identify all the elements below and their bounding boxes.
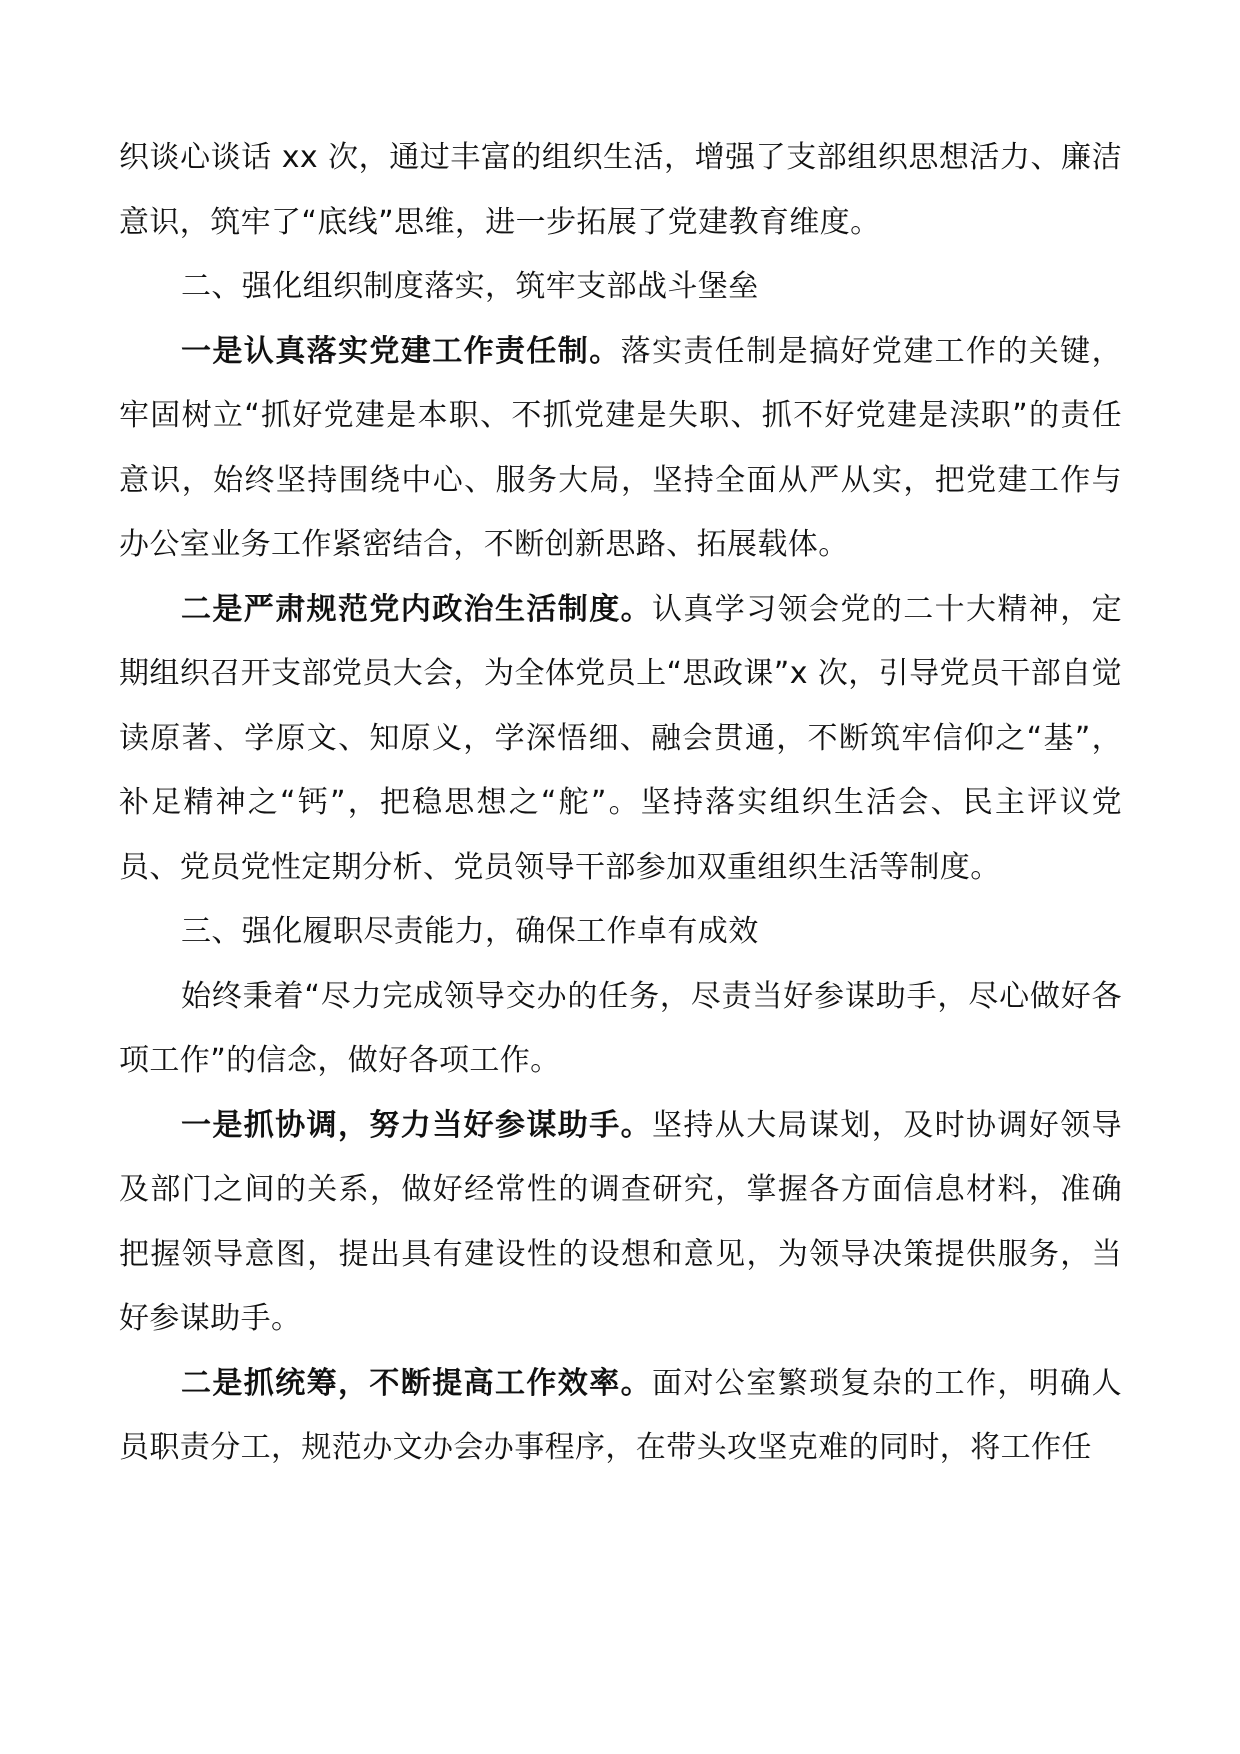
paragraph-efficiency — [119, 1352, 1122, 1481]
paragraph-text: 落实责任制是搞好党建工作的关键，牢固树立“抓好党建是本职、不抓党建是失职、抓不好党建是渎职”的责任意识，始终坚持围绕中心、服务大局，坚持全面从严从实，把党建工作与办公室业务工作紧密结合，不断创新思路、拓展载体。 — [119, 333, 1122, 562]
paragraph-lead: 一是抓协调，努力当好参谋助手。 — [181, 1107, 652, 1143]
paragraph-continuation — [119, 126, 1122, 255]
paragraph-intro — [119, 965, 1122, 1094]
paragraph-coordination — [119, 1094, 1122, 1352]
paragraph-lead: 一是认真落实党建工作责任制。 — [181, 333, 621, 369]
paragraph-text: 面对公室繁琐复杂的工作，明确人员职责分工，规范办文办会办事程序，在带头攻坚克难的同时，将工作任 — [119, 1365, 1122, 1465]
document-page — [119, 126, 1122, 1481]
paragraph-text: 始终秉着“尽力完成领导交办的任务，尽责当好参谋助手，尽心做好各项工作”的信念，做好各项工作。 — [119, 978, 1122, 1078]
paragraph-text: 坚持从大局谋划，及时协调好领导及部门之间的关系，做好经常性的调查研究，掌握各方面信息材料，准确把握领导意图，提出具有建设性的设想和意见，为领导决策提供服务，当好参谋助手。 — [119, 1107, 1122, 1336]
paragraph-lead: 二是严肃规范党内政治生活制度。 — [181, 591, 652, 627]
heading-text: 二、强化组织制度落实，筑牢支部战斗堡垒 — [181, 269, 759, 304]
paragraph-responsibility — [119, 320, 1122, 578]
paragraph-lead: 二是抓统筹，不断提高工作效率。 — [181, 1365, 652, 1401]
section-heading-2 — [119, 255, 1122, 320]
paragraph-text: 织谈心谈话 xx 次，通过丰富的组织生活，增强了支部组织思想活力、廉洁意识，筑牢了“底线”思维，进一步拓展了党建教育维度。 — [119, 140, 1122, 240]
section-heading-3 — [119, 900, 1122, 965]
paragraph-political-life — [119, 578, 1122, 901]
paragraph-text: 认真学习领会党的二十大精神，定期组织召开支部党员大会，为全体党员上“思政课”x 次，引导党员干部自觉读原著、学原文、知原义，学深悟细、融会贯通，不断筑牢信仰之“基”，补足精神之“钙”，把稳思想之“舵”。坚持落实组织生活会、民主评议党员、党员党性定期分析、党员领导干部参加双重组织生活等制度。 — [119, 591, 1122, 885]
heading-text: 三、强化履职尽责能力，确保工作卓有成效 — [181, 914, 759, 949]
